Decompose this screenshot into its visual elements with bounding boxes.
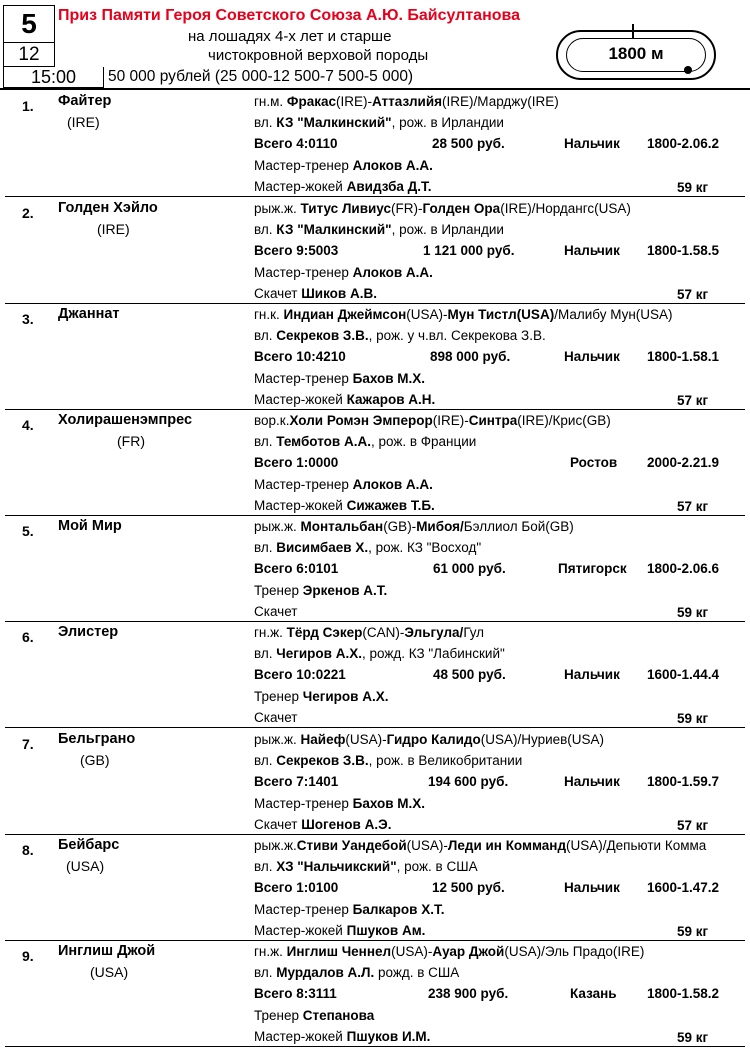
pedigree-part: рыж.ж. [254,838,297,853]
career-total: Всего 6:0101 [254,561,339,576]
pedigree-part: рыж.ж. [254,732,301,747]
entry-number: 1. [22,98,34,114]
horse-name: Инглиш Джой [58,943,156,959]
pedigree [254,943,644,961]
pedigree [254,93,559,111]
horse-country: (USA) [66,858,105,874]
entry-number: 5. [22,523,34,539]
pedigree-part: (IRE)- [335,94,372,109]
pedigree-part: (USA)/Нуриев(USA) [480,732,605,747]
track-start-marker [632,24,634,38]
race-condition-age: на лошадях 4-х лет и старше [188,28,392,45]
career-total: Всего 1:0100 [254,880,339,895]
horse-country: (IRE) [67,114,100,130]
pedigree-part: /Малибу Мун(USA) [554,307,673,322]
trainer-part: Бахов М.Х. [352,371,426,386]
owner-part: , рож. в Ирландии [391,222,504,237]
best-track-city: Нальчик [564,880,620,895]
best-track-city: Нальчик [564,667,620,682]
jockey-part: Мастер-жокей [254,392,347,407]
owner-part: вл. [254,646,277,661]
owner-part: Секреков З.В. [276,328,369,343]
pedigree [254,200,631,218]
pedigree-part: (IRE)/Марджу(IRE) [442,94,559,109]
owner-part: вл. [254,328,277,343]
pedigree [254,412,611,430]
track-diagram-icon [556,30,716,80]
jockey-part: Сижажев Т.Б. [346,498,435,513]
owner-part: , рож. в Ирландии [391,115,504,130]
pedigree [254,624,484,642]
jockey [254,497,435,515]
career-total: Всего 10:4210 [254,349,346,364]
best-record: 1600-1.47.2 [647,880,720,895]
jockey [254,178,432,196]
trainer-part: Бахов М.Х. [352,796,426,811]
jockey-part: Кажаров А.Н. [346,392,436,407]
earnings: 61 000 руб. [433,561,506,576]
entry-row [0,409,750,516]
owner-part: вл. [254,965,277,980]
pedigree-part: (USA)/Депьюти Комма [566,838,707,853]
owner-part: , рож. в Франции [370,434,477,449]
trainer-part: Тренер [254,689,303,704]
owner-part: Темботов А.А. [276,434,371,449]
jockey [254,603,297,621]
best-record: 1800-1.58.2 [647,986,720,1001]
best-record: 1800-2.06.6 [647,561,720,576]
earnings: 1 121 000 руб. [423,243,515,258]
career-total: Всего 9:5003 [254,243,339,258]
pedigree-part: Ауар Джой [432,944,505,959]
pedigree-part: гн.ж. [254,944,287,959]
trainer-part: Мастер-тренер [254,796,353,811]
race-header [0,0,750,90]
owner [254,539,481,557]
trainer-part: Мастер-тренер [254,371,353,386]
prize-fund: 50 000 рублей (25 000-12 500-7 500-5 000) [108,68,414,85]
owner-part: , рож. в США [396,859,478,874]
pedigree-part: (CAN)- [362,625,405,640]
pedigree-part: (USA)/Эль Прадо(IRE) [504,944,645,959]
earnings: 194 600 руб. [428,774,509,789]
jockey [254,922,425,940]
trainer [254,795,425,813]
race-condition-breed: чистокровной верховой породы [208,47,429,64]
entry-number: 2. [22,205,34,221]
jockey-part: Скачет [254,604,298,619]
trainer [254,901,444,919]
entry-number: 8. [22,842,34,858]
horse-country: (IRE) [97,221,130,237]
entry-divider [5,1046,745,1048]
jockey [254,391,435,409]
carried-weight: 59 кг [677,180,709,195]
owner-part: вл. [254,859,277,874]
horse-name: Бейбарс [58,837,120,853]
jockey-part: Мастер-жокей [254,179,347,194]
carried-weight: 57 кг [677,499,709,514]
pedigree-part: (FR)- [391,201,423,216]
carried-weight: 59 кг [677,1030,709,1045]
best-track-city: Нальчик [564,243,620,258]
career-total: Всего 8:3111 [254,986,337,1001]
owner [254,752,522,770]
pedigree-part: рыж.ж. [254,519,301,534]
pedigree-part: Гул [463,625,485,640]
pedigree [254,518,574,536]
pedigree-part: Индиан Джеймсон [283,307,407,322]
trainer-part: Мастер-тренер [254,158,353,173]
best-track-city: Нальчик [564,349,620,364]
pedigree-part: Аттазлийя [371,94,443,109]
carried-weight: 59 кг [677,924,709,939]
horse-name: Мой Мир [58,518,122,534]
entry-number: 6. [22,629,34,645]
horse-name: Джаннат [58,306,120,322]
jockey-part: Скачет [254,710,298,725]
trainer-part: Алоков А.А. [352,477,433,492]
owner [254,645,505,663]
trainer [254,476,433,494]
owner-part: вл. [254,540,277,555]
horse-country: (FR) [117,433,145,449]
pedigree-part: Леди ин Комманд [447,838,567,853]
pedigree-part: Мибоя/ [416,519,464,534]
race-time: 15:00 [3,67,104,88]
career-total: Всего 7:1401 [254,774,339,789]
best-record: 1800-1.58.5 [647,243,720,258]
owner-part: , рож. у ч.вл. Секрекова З.В. [368,328,546,343]
trainer-part: Мастер-тренер [254,902,353,917]
best-track-city: Казань [570,986,617,1001]
trainer-part: Алоков А.А. [352,265,433,280]
entry-row [0,621,750,728]
best-record: 1600-1.44.4 [647,667,720,682]
owner-part: Чегиров А.Х. [276,646,362,661]
earnings: 238 900 руб. [428,986,509,1001]
owner-part: Висимбаев Х. [276,540,369,555]
pedigree-part: Холи Ромэн Эмперор [289,413,433,428]
owner-part: Мурдалов А.Л. [276,965,375,980]
jockey [254,816,391,834]
horse-country: (USA) [90,964,129,980]
owner-part: Секреков З.В. [276,753,369,768]
horse-name: Элистер [58,624,119,640]
pedigree-part: Инглиш Ченнел [286,944,392,959]
race-distance: 1800 м [608,44,664,63]
earnings: 28 500 руб. [432,136,505,151]
pedigree-part: (GB)- [383,519,417,534]
jockey-part: Шогенов А.Э. [301,817,392,832]
earnings: 898 000 руб. [430,349,511,364]
carried-weight: 59 кг [677,711,709,726]
pedigree-part: Тёрд Сэкер [286,625,363,640]
owner-part: , рож. КЗ "Восход" [368,540,482,555]
pedigree-part: гн.м. [254,94,287,109]
carried-weight: 59 кг [677,605,709,620]
owner-part: , рожд. КЗ "Лабинский" [361,646,505,661]
entry-row [0,303,750,410]
owner [254,114,504,132]
race-number: 5 [3,5,55,43]
trainer-part: Тренер [254,1008,303,1023]
owner [254,433,476,451]
entry-row [0,515,750,622]
jockey [254,1028,430,1046]
trainer-part: Мастер-тренер [254,265,353,280]
pedigree-part: гн.к. [254,307,284,322]
owner [254,221,504,239]
best-track-city: Нальчик [564,774,620,789]
pedigree-part: (USA)- [406,838,448,853]
carried-weight: 57 кг [677,393,709,408]
pedigree-part: Голден Ора [422,201,501,216]
owner-part: вл. [254,115,277,130]
pedigree-part: (IRE)- [432,413,469,428]
best-record: 1800-1.58.1 [647,349,720,364]
pedigree [254,837,706,855]
jockey-part: Скачет [254,286,302,301]
track-finish-dot [684,66,692,74]
race-title: Приз Памяти Героя Советского Союза А.Ю. Байсултанова [58,7,521,24]
entry-row [0,834,750,941]
entry-row [0,90,750,197]
earnings: 48 500 руб. [433,667,506,682]
pedigree-part: гн.ж. [254,625,287,640]
pedigree-part: Гидро Калидо [386,732,481,747]
jockey-part: Мастер-жокей [254,1029,347,1044]
pedigree-part: вор.к. [254,413,290,428]
owner-part: вл. [254,222,277,237]
jockey-part: Пшуков И.М. [346,1029,431,1044]
pedigree-part: Монтальбан [300,519,384,534]
entry-number: 3. [22,311,34,327]
owner-part: КЗ "Малкинский" [276,115,392,130]
owner-part: , рож. в Великобритании [368,753,523,768]
owner-part: рожд. в США [374,965,460,980]
owner-part: КЗ "Малкинский" [276,222,392,237]
pedigree-part: Бэллиол Бой(GB) [463,519,574,534]
jockey-part: Мастер-жокей [254,498,347,513]
horse-name: Бельграно [58,731,136,747]
jockey-part: Авидзба Д.Т. [346,179,432,194]
runners-count: 12 [3,43,55,67]
jockey-part: Мастер-жокей [254,923,347,938]
trainer-part: Алоков А.А. [352,158,433,173]
trainer-part: Чегиров А.Х. [302,689,389,704]
best-record: 2000-2.21.9 [647,455,720,470]
best-record: 1800-2.06.2 [647,136,720,151]
pedigree-part: (USA)- [345,732,387,747]
career-total: Всего 4:0110 [254,136,338,151]
trainer [254,688,388,706]
jockey [254,709,297,727]
pedigree-part: Синтра [468,413,518,428]
trainer [254,1007,374,1025]
pedigree-part: Титус Ливиус [300,201,391,216]
trainer-part: Тренер [254,583,303,598]
pedigree [254,306,673,324]
pedigree-part: Найеф [300,732,346,747]
entry-row [0,940,750,1047]
jockey-part: Скачет [254,817,302,832]
jockey [254,285,377,303]
owner-part: вл. [254,434,277,449]
earnings: 12 500 руб. [432,880,505,895]
trainer [254,370,425,388]
horse-name: Холирашенэмпрес [58,412,193,428]
pedigree [254,731,604,749]
trainer-part: Мастер-тренер [254,477,353,492]
pedigree-part: (USA)- [391,944,433,959]
pedigree-part: Мун Тистл(USA) [447,307,555,322]
pedigree-part: Фракас [286,94,336,109]
career-total: Всего 10:0221 [254,667,346,682]
pedigree-part: (USA)- [406,307,448,322]
pedigree-part: рыж.ж. [254,201,301,216]
owner-part: вл. [254,753,277,768]
trainer [254,582,387,600]
trainer [254,264,433,282]
entry-row [0,728,750,835]
carried-weight: 57 кг [677,287,709,302]
entry-number: 4. [22,417,34,433]
pedigree-part: Эльгула/ [404,625,464,640]
horse-name: Файтер [58,93,112,109]
carried-weight: 57 кг [677,818,709,833]
best-track-city: Пятигорск [558,561,627,576]
jockey-part: Шиков А.В. [301,286,377,301]
pedigree-part: (IRE)/Крис(GB) [517,413,611,428]
best-record: 1800-1.59.7 [647,774,720,789]
owner [254,858,478,876]
entry-number: 9. [22,948,34,964]
entry-row [0,197,750,304]
trainer-part: Эркенов А.Т. [302,583,388,598]
owner-part: ХЗ "Нальчикский" [276,859,397,874]
horse-country: (GB) [80,752,110,768]
owner [254,964,459,982]
trainer-part: Балкаров Х.Т. [352,902,445,917]
career-total: Всего 1:0000 [254,455,339,470]
pedigree-part: (IRE)/Нордангс(USA) [500,201,631,216]
entry-number: 7. [22,736,34,752]
trainer [254,157,433,175]
horse-name: Голден Хэйло [58,200,158,216]
pedigree-part: Стиви Уандебой [296,838,407,853]
best-track-city: Ростов [570,455,618,470]
owner [254,327,546,345]
best-track-city: Нальчик [564,136,620,151]
trainer-part: Степанова [302,1008,375,1023]
jockey-part: Пшуков Ам. [346,923,426,938]
